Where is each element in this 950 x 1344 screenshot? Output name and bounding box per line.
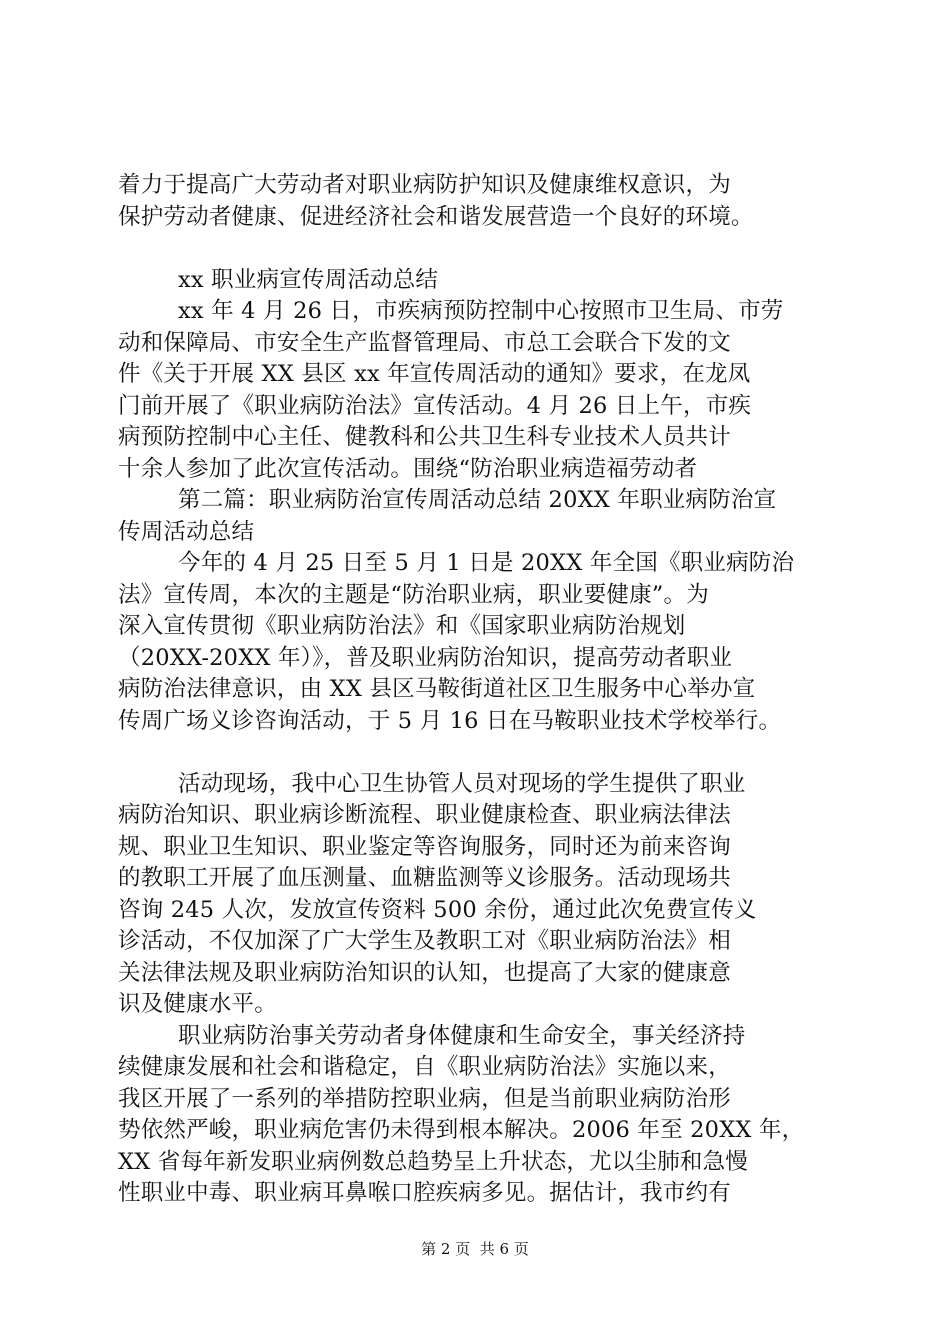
text-line: 门前开展了《职业病防治法》宣传活动。4 月 26 日上午，市疾	[118, 392, 752, 419]
text-line: 续健康发展和社会和谐稳定，自《职业病防治法》实施以来，	[118, 1054, 731, 1080]
blank-line	[118, 737, 833, 769]
text-line: 第二篇：职业病防治宣传周活动总结 20XX 年职业病防治宣	[178, 487, 777, 513]
text-line: 保护劳动者健康、促进经济社会和谐发展营造一个良好的环境。	[118, 203, 754, 230]
text-line: 深入宣传贯彻《职业病防治法》和《国家职业病防治规划	[118, 613, 686, 639]
text-line: 识及健康水平。	[118, 991, 277, 1017]
text-line: 十余人参加了此次宣传活动。围绕“防治职业病造福劳动者	[118, 455, 698, 482]
text-line: 性职业中毒、职业病耳鼻喉口腔疾病多见。据估计，我市约有	[118, 1180, 731, 1206]
text-line: 关法律法规及职业病防治知识的认知，也提高了大家的健康意	[118, 959, 731, 986]
text-line: xx 年 4 月 26 日，市疾病预防控制中心按照市卫生局、市劳	[178, 298, 784, 324]
blank-line	[118, 233, 833, 265]
text-line: 的教职工开展了血压测量、血糖监测等义诊服务。活动现场共	[118, 865, 731, 891]
document-body	[118, 170, 833, 1210]
page-footer	[0, 1238, 950, 1259]
page-number-label: 第 2 页 共 6 页	[421, 1240, 529, 1258]
text-line: 咨询 245 人次，发放宣传资料 500 余份，通过此次免费宣传义	[118, 896, 757, 923]
text-line: 我区开展了一系列的举措防控职业病，但是当前职业病防治形	[118, 1085, 731, 1112]
text-line: 诊活动，不仅加深了广大学生及教职工对《职业病防治法》相	[118, 928, 731, 954]
text-line: 活动现场，我中心卫生协管人员对现场的学生提供了职业	[178, 770, 746, 797]
text-line: 病防治知识、职业病诊断流程、职业健康检查、职业病法律法	[118, 802, 731, 828]
text-line: XX 省每年新发职业病例数总趋势呈上升状态，尤以尘肺和急慢	[118, 1148, 748, 1175]
text-line: 动和保障局、市安全生产监督管理局、市总工会联合下发的文	[118, 329, 731, 356]
text-line: （20XX-20XX 年）》，普及职业病防治知识，提高劳动者职业	[118, 644, 733, 671]
text-line: xx 职业病宣传周活动总结	[178, 266, 439, 293]
text-line: 势依然严峻，职业病危害仍未得到根本解决。2006 年至 20XX 年，	[118, 1117, 805, 1143]
text-line: 传周活动总结	[118, 518, 255, 545]
text-line: 规、职业卫生知识、职业鉴定等咨询服务，同时还为前来咨询	[118, 833, 731, 860]
text-line: 病预防控制中心主任、健教科和公共卫生科专业技术人员共计	[118, 424, 731, 450]
text-line: 病防治法律意识，由 XX 县区马鞍街道社区卫生服务中心举办宣	[118, 676, 756, 702]
text-line: 传周广场义诊咨询活动，于 5 月 16 日在马鞍职业技术学校举行。	[118, 707, 782, 734]
text-line: 件《关于开展 XX 县区 xx 年宣传周活动的通知》要求，在龙凤	[118, 361, 751, 387]
text-line: 今年的 4 月 25 日至 5 月 1 日是 20XX 年全国《职业病防治	[178, 550, 795, 576]
text-line: 职业病防治事关劳动者身体健康和生命安全，事关经济持	[178, 1022, 746, 1049]
text-line: 法》宣传周，本次的主题是“防治职业病，职业要健康”。为	[118, 581, 709, 608]
text-line: 着力于提高广大劳动者对职业病防护知识及健康维权意识，为	[118, 172, 731, 198]
